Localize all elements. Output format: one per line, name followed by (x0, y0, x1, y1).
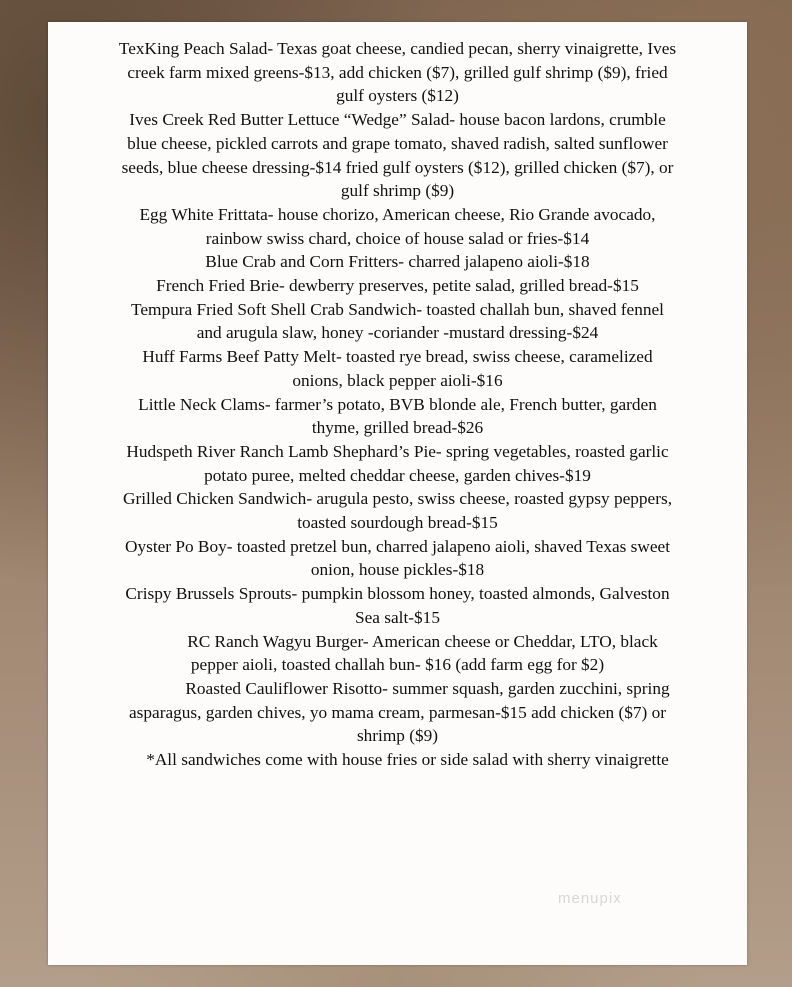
menu-item-grilled-chicken-sandwich: Grilled Chicken Sandwich- arugula pesto, swiss cheese, roasted gypsy peppers, toasted sourdough bread-$15 (122, 489, 673, 533)
menu-item-french-fried-brie: French Fried Brie- dewberry preserves, petite salad, grilled bread-$15 (156, 276, 639, 296)
menu-item-crispy-brussels-sprouts: Crispy Brussels Sprouts- pumpkin blossom honey, toasted almonds, Galveston Sea salt-$15 (125, 584, 670, 627)
menu-item-crab-corn-fritters: Blue Crab and Corn Fritters- charred jalapeno aioli-$18 (205, 252, 590, 272)
menu-item-texking-peach-salad: TexKing Peach Salad- Texas goat cheese, candied pecan, sherry vinaigrette, Ives creek farm mixed greens-$13, add chicken ($7), grilled gulf shrimp ($9), fried gulf oysters ($12) (118, 39, 677, 106)
menu-item-soft-shell-crab-sandwich: Tempura Fried Soft Shell Crab Sandwich- toasted challah bun, shaved fennel and arugula slaw, honey -coriander -mustard dressing-$24 (131, 299, 664, 343)
menu-item-lamb-shephards-pie: Hudspeth River Ranch Lamb Shephard’s Pie- spring vegetables, roasted garlic potato puree, melted cheddar cheese, garden chives-$19 (126, 441, 669, 485)
menu-item-oyster-po-boy: Oyster Po Boy- toasted pretzel bun, charred jalapeno aioli, shaved Texas sweet onion, house pickles-$18 (124, 536, 671, 580)
menu-page (48, 22, 747, 965)
menu-item-little-neck-clams: Little Neck Clams- farmer’s potato, BVB blonde ale, French butter, garden thyme, grilled bread-$26 (138, 394, 657, 438)
menu-item-egg-white-frittata: Egg White Frittata- house chorizo, American cheese, Rio Grande avocado, rainbow swiss chard, choice of house salad or fries-$14 (139, 204, 656, 248)
menu-item-beef-patty-melt: Huff Farms Beef Patty Melt- toasted rye bread, swiss cheese, caramelized onions, black pepper aioli-$16 (142, 347, 653, 390)
watermark: menupix (558, 890, 622, 907)
menu-list (48, 37, 747, 772)
menu-item-cauliflower-risotto: Roasted Cauliflower Risotto- summer squash, garden zucchini, spring asparagus, garden chives, yo mama cream, parmesan-$15 add chicken ($7) or shrimp ($9) (129, 678, 670, 746)
menu-item-wagyu-burger: RC Ranch Wagyu Burger- American cheese or Cheddar, LTO, black pepper aioli, toasted challah bun- $16 (add farm egg for $2) (187, 631, 658, 675)
menu-item-wedge-salad: Ives Creek Red Butter Lettuce “Wedge” Salad- house bacon lardons, crumble blue cheese, pickled carrots and grape tomato, shaved radish, salted sunflower seeds, blue cheese dressing-$14 fried gulf oysters ($12), grilled chicken ($7), or gulf shrimp ($9) (121, 110, 674, 201)
menu-note-sandwich-sides: *All sandwiches come with house fries or side salad with sherry vinaigrette (146, 750, 669, 770)
